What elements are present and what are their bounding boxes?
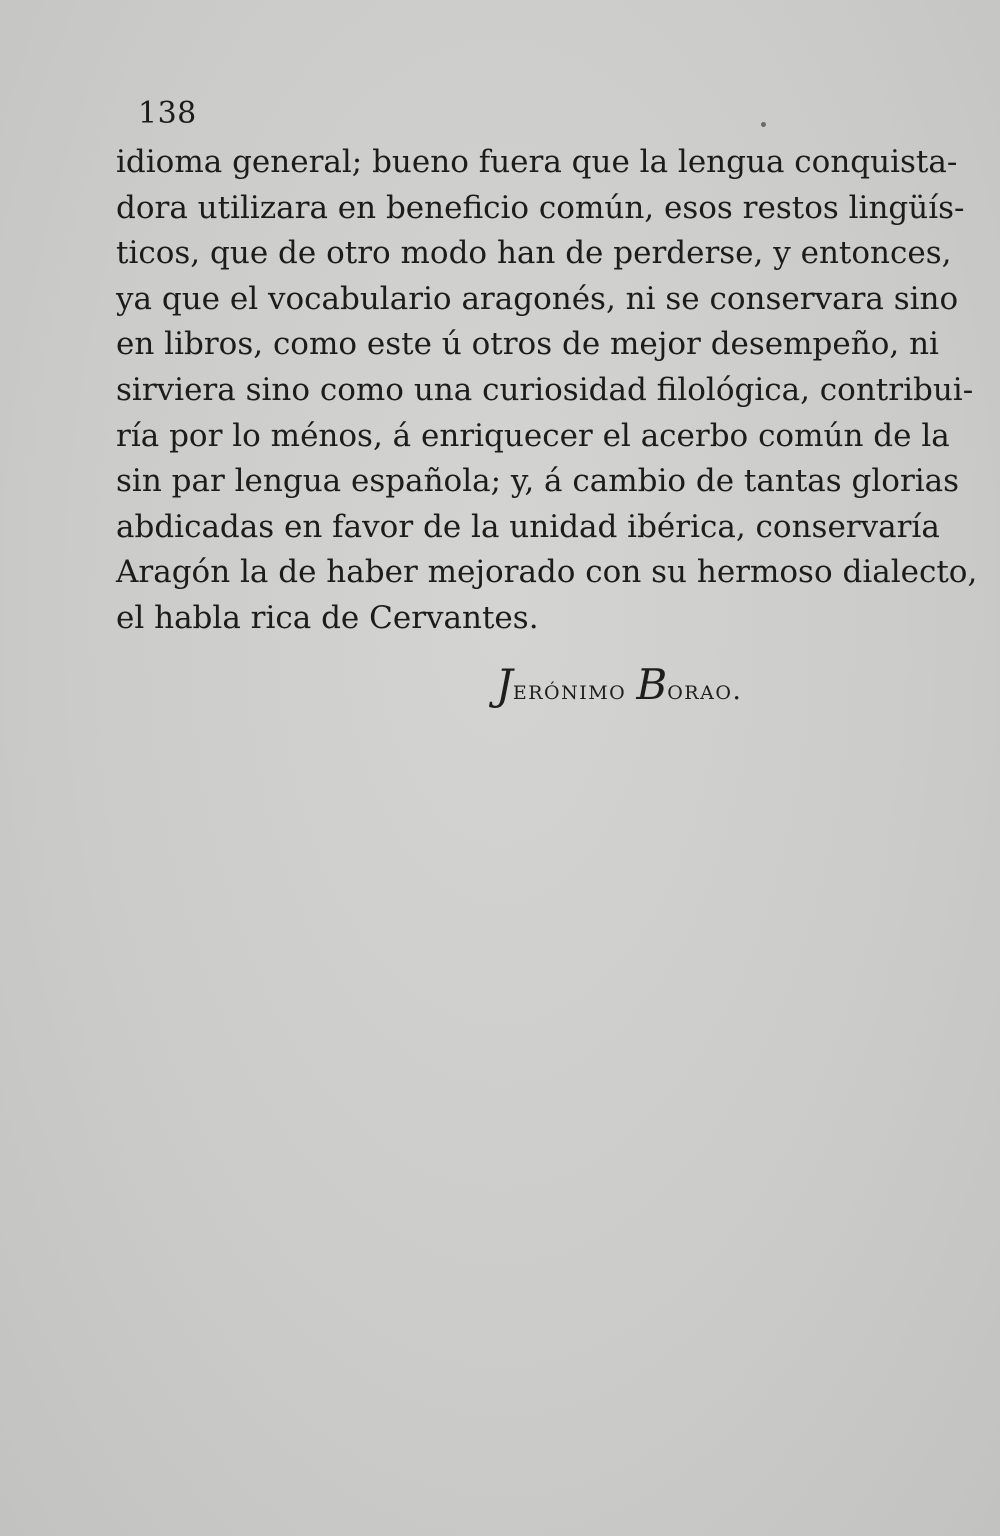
body-paragraph: [116, 140, 978, 642]
text-line: ya que el vocabulario aragonés, ni se conservara sino: [116, 280, 959, 317]
signature-last-initial: B: [636, 660, 668, 709]
signature-first-rest: erónimo: [512, 675, 627, 706]
text-line: ría por lo ménos, á enriquecer el acerbo común de la: [116, 417, 950, 454]
signature-first-initial: J: [496, 660, 513, 709]
text-line: abdicadas en favor de la unidad ibérica, conservaría: [116, 508, 940, 545]
text-line: Aragón la de haber mejorado con su hermoso dialecto,: [116, 554, 978, 591]
text-line: en libros, como este ú otros de mejor desempeño, ni: [116, 326, 939, 363]
text-line: idioma general; bueno fuera que la lengua conquista-: [116, 144, 958, 180]
author-signature: [496, 660, 743, 709]
text-line: dora utilizara en beneficio común, esos restos lingüís-: [116, 189, 965, 226]
ink-speck: [761, 122, 766, 127]
page-number: 138: [138, 96, 197, 131]
text-line: sin par lengua española; y, á cambio de tantas glorias: [116, 463, 960, 500]
text-line: sirviera sino como una curiosidad filológica, contribui-: [116, 371, 974, 408]
text-line: ticos, que de otro modo han de perderse, y entonces,: [116, 235, 952, 272]
signature-last-rest: orao.: [667, 675, 743, 706]
text-line: el habla rica de Cervantes.: [116, 599, 539, 636]
